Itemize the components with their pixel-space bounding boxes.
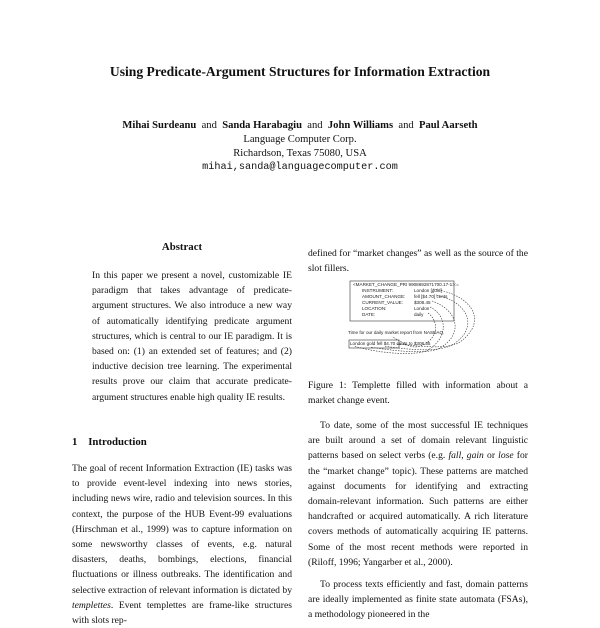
right-body — [308, 418, 528, 623]
intro-heading-number: 1 — [72, 436, 78, 448]
slot-current-value: CURRENT_VALUE: — [362, 300, 404, 305]
right-p2-a: To date, some of the most successful IE techniques are built around a set of domain relevant linguistic patterns based on select verbs (e.g. — [308, 420, 528, 462]
author-3: John Williams — [327, 120, 394, 131]
author-conj-3: and — [398, 120, 414, 131]
figure-templette — [340, 280, 500, 370]
email: mihai,sanda@languagecomputer.com — [202, 162, 398, 173]
slot-amount-change: AMOUNT_CHANGE: — [362, 294, 406, 299]
right-p2-or: or — [483, 450, 499, 462]
figure-caption: Figure 1: Templette filled with information about a market change event. — [308, 380, 528, 407]
value-current-value: $308.45 — [414, 300, 431, 305]
right-p2-gain: gain — [466, 450, 484, 462]
value-location: London — [414, 306, 430, 311]
intro-heading — [72, 436, 147, 448]
right-p2-b: for the “market change” topic). These patterns are matched against documents for identifying and extracting domain-relevant information. Such patterns are either handcrafted or acquired automatically. A rich literature covers methods of automatically acquiring IE patterns. Some of the most recent methods were reported in (Riloff, 1996; Yangarber et al., 2000). — [308, 450, 528, 568]
right-p3: To process texts efficiently and fast, domain patterns are ideally implemented as finite state automata (FSAs), a methodology pioneered in the — [308, 579, 528, 621]
intro-text-em: templettes — [72, 599, 111, 611]
slot-instrument: INSTRUMENT: — [362, 288, 393, 293]
templette-header: <MARKET_CHANGE_PRI 9908692871700.17-1>:= — [353, 282, 459, 287]
right-p2-fall: fall — [448, 450, 462, 462]
figure-sentence-2: London gold fell $4.70 cents to $308.35 — [350, 341, 431, 346]
slot-date: DATE: — [362, 312, 376, 317]
value-date: daily — [414, 312, 424, 317]
author-conj-1: and — [201, 120, 217, 131]
right-p2-lose: lose — [498, 450, 514, 462]
author-conj-2: and — [307, 120, 323, 131]
right-p2-comma: , — [461, 450, 467, 462]
value-instrument: London [gold] — [414, 288, 442, 293]
author-line — [0, 120, 600, 131]
slot-location: LOCATION: — [362, 306, 387, 311]
author-1: Mihai Surdeanu — [122, 120, 197, 131]
figure-sentence-1: Time for our daily market report from NASDAQ. — [348, 330, 445, 335]
affiliation: Language Computer Corp. — [243, 134, 357, 145]
intro-text-a: The goal of recent Information Extraction (IE) tasks was to provide event-level indexing into news stories, including news wire, radio and television sources. In this context, the purpose of the HUB Event-99 evaluations (Hirschman et al., 1999) was to capture information on some newsworthy classes of events, e.g. natural disasters, deaths, bombings, elections, financial fluctuations or illness outbreaks. The identification and selective extraction of relevant information is dictated by — [72, 463, 292, 596]
intro-paragraph — [72, 461, 292, 628]
intro-text-b: . Event templettes are frame-like structures with slots rep- — [72, 599, 292, 627]
abstract-heading: Abstract — [161, 241, 203, 253]
location: Richardson, Texas 75080, USA — [233, 148, 367, 159]
author-4: Paul Aarseth — [419, 120, 478, 131]
right-top-text: defined for “market changes” as well as the source of the slot fillers. — [308, 248, 528, 275]
intro-heading-text: Introduction — [88, 436, 147, 448]
paper-title: Using Predicate-Argument Structures for Information Extraction — [109, 64, 491, 79]
abstract-text: In this paper we present a novel, customizable IE paradigm that takes advantage of predicate-argument structures. We also introduce a new way of automatically identifying predicate argument structures, which is central to our IE paradigm. It is based on: (1) an extended set of features; and (2) inductive decision tree learning. The experimental results prove our claim that accurate predicate-argument structures enable high quality IE results. — [92, 270, 292, 403]
value-amount-change: fell [$4.70] cents — [414, 294, 448, 299]
author-2: Sanda Harabagiu — [222, 120, 302, 131]
